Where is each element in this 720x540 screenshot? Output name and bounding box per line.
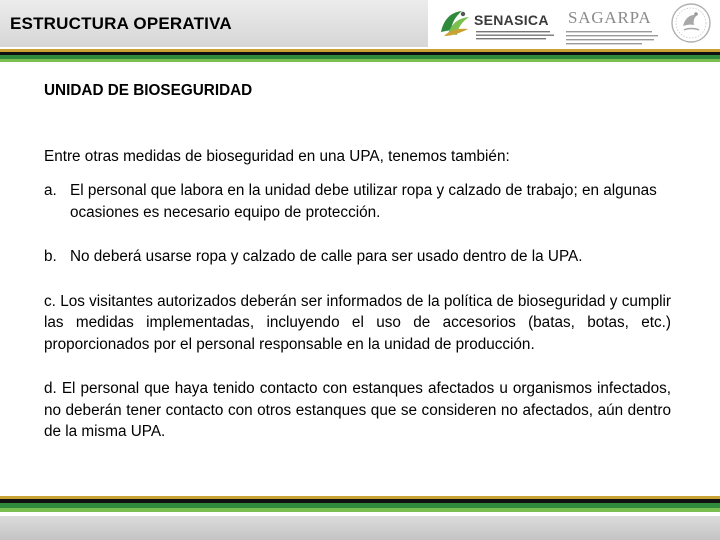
list-item-text: El personal que haya tenido contacto con estanques afectados u organismos infectados, no deberán tener contacto con otros estanques que se consideren no afectados, aún dentro de la misma UPA. xyxy=(44,380,672,440)
decorative-stripes-top xyxy=(0,47,720,63)
mexico-seal-icon xyxy=(668,2,714,44)
list-item-a xyxy=(44,180,671,223)
list-item-c xyxy=(44,291,671,356)
section-heading: UNIDAD DE BIOSEGURIDAD xyxy=(44,82,253,99)
senasica-wordmark: SENASICA xyxy=(474,12,549,28)
decorative-stripes-bottom xyxy=(0,496,720,516)
sagarpa-wordmark: SAGARPA xyxy=(568,8,652,27)
slide-title: ESTRUCTURA OPERATIVA xyxy=(10,14,232,33)
list-item-d xyxy=(44,378,671,443)
sagarpa-logo xyxy=(562,6,658,46)
list-item-text: No deberá usarse ropa y calzado de calle para ser usado dentro de la UPA. xyxy=(70,248,583,265)
footer-band xyxy=(0,516,720,540)
list-item-b xyxy=(44,246,671,268)
senasica-tagline-lines xyxy=(476,30,554,40)
intro-paragraph: Entre otras medidas de bioseguridad en una UPA, tenemos también: xyxy=(44,147,510,165)
list-item-text: El personal que labora en la unidad debe utilizar ropa y calzado de trabajo; en algunas ocasiones es necesario equipo de protección. xyxy=(70,182,657,221)
list-item-text: Los visitantes autorizados deberán ser informados de la política de bioseguridad y cumplir las medidas implementadas, incluyendo el uso de accesorios (batas, botas, etc.) proporcionados por el personal responsable en la unidad de producción. xyxy=(44,292,671,353)
slide-body xyxy=(44,80,671,466)
senasica-emblem-icon xyxy=(438,8,472,40)
header-bar xyxy=(0,0,720,47)
list-marker: a. xyxy=(44,182,57,199)
list-marker: d. xyxy=(44,380,57,397)
logo-area xyxy=(428,0,720,47)
list-marker: b. xyxy=(44,248,57,265)
list-marker: c. xyxy=(44,292,56,310)
sagarpa-tagline-lines xyxy=(566,30,658,48)
senasica-logo xyxy=(438,6,558,42)
